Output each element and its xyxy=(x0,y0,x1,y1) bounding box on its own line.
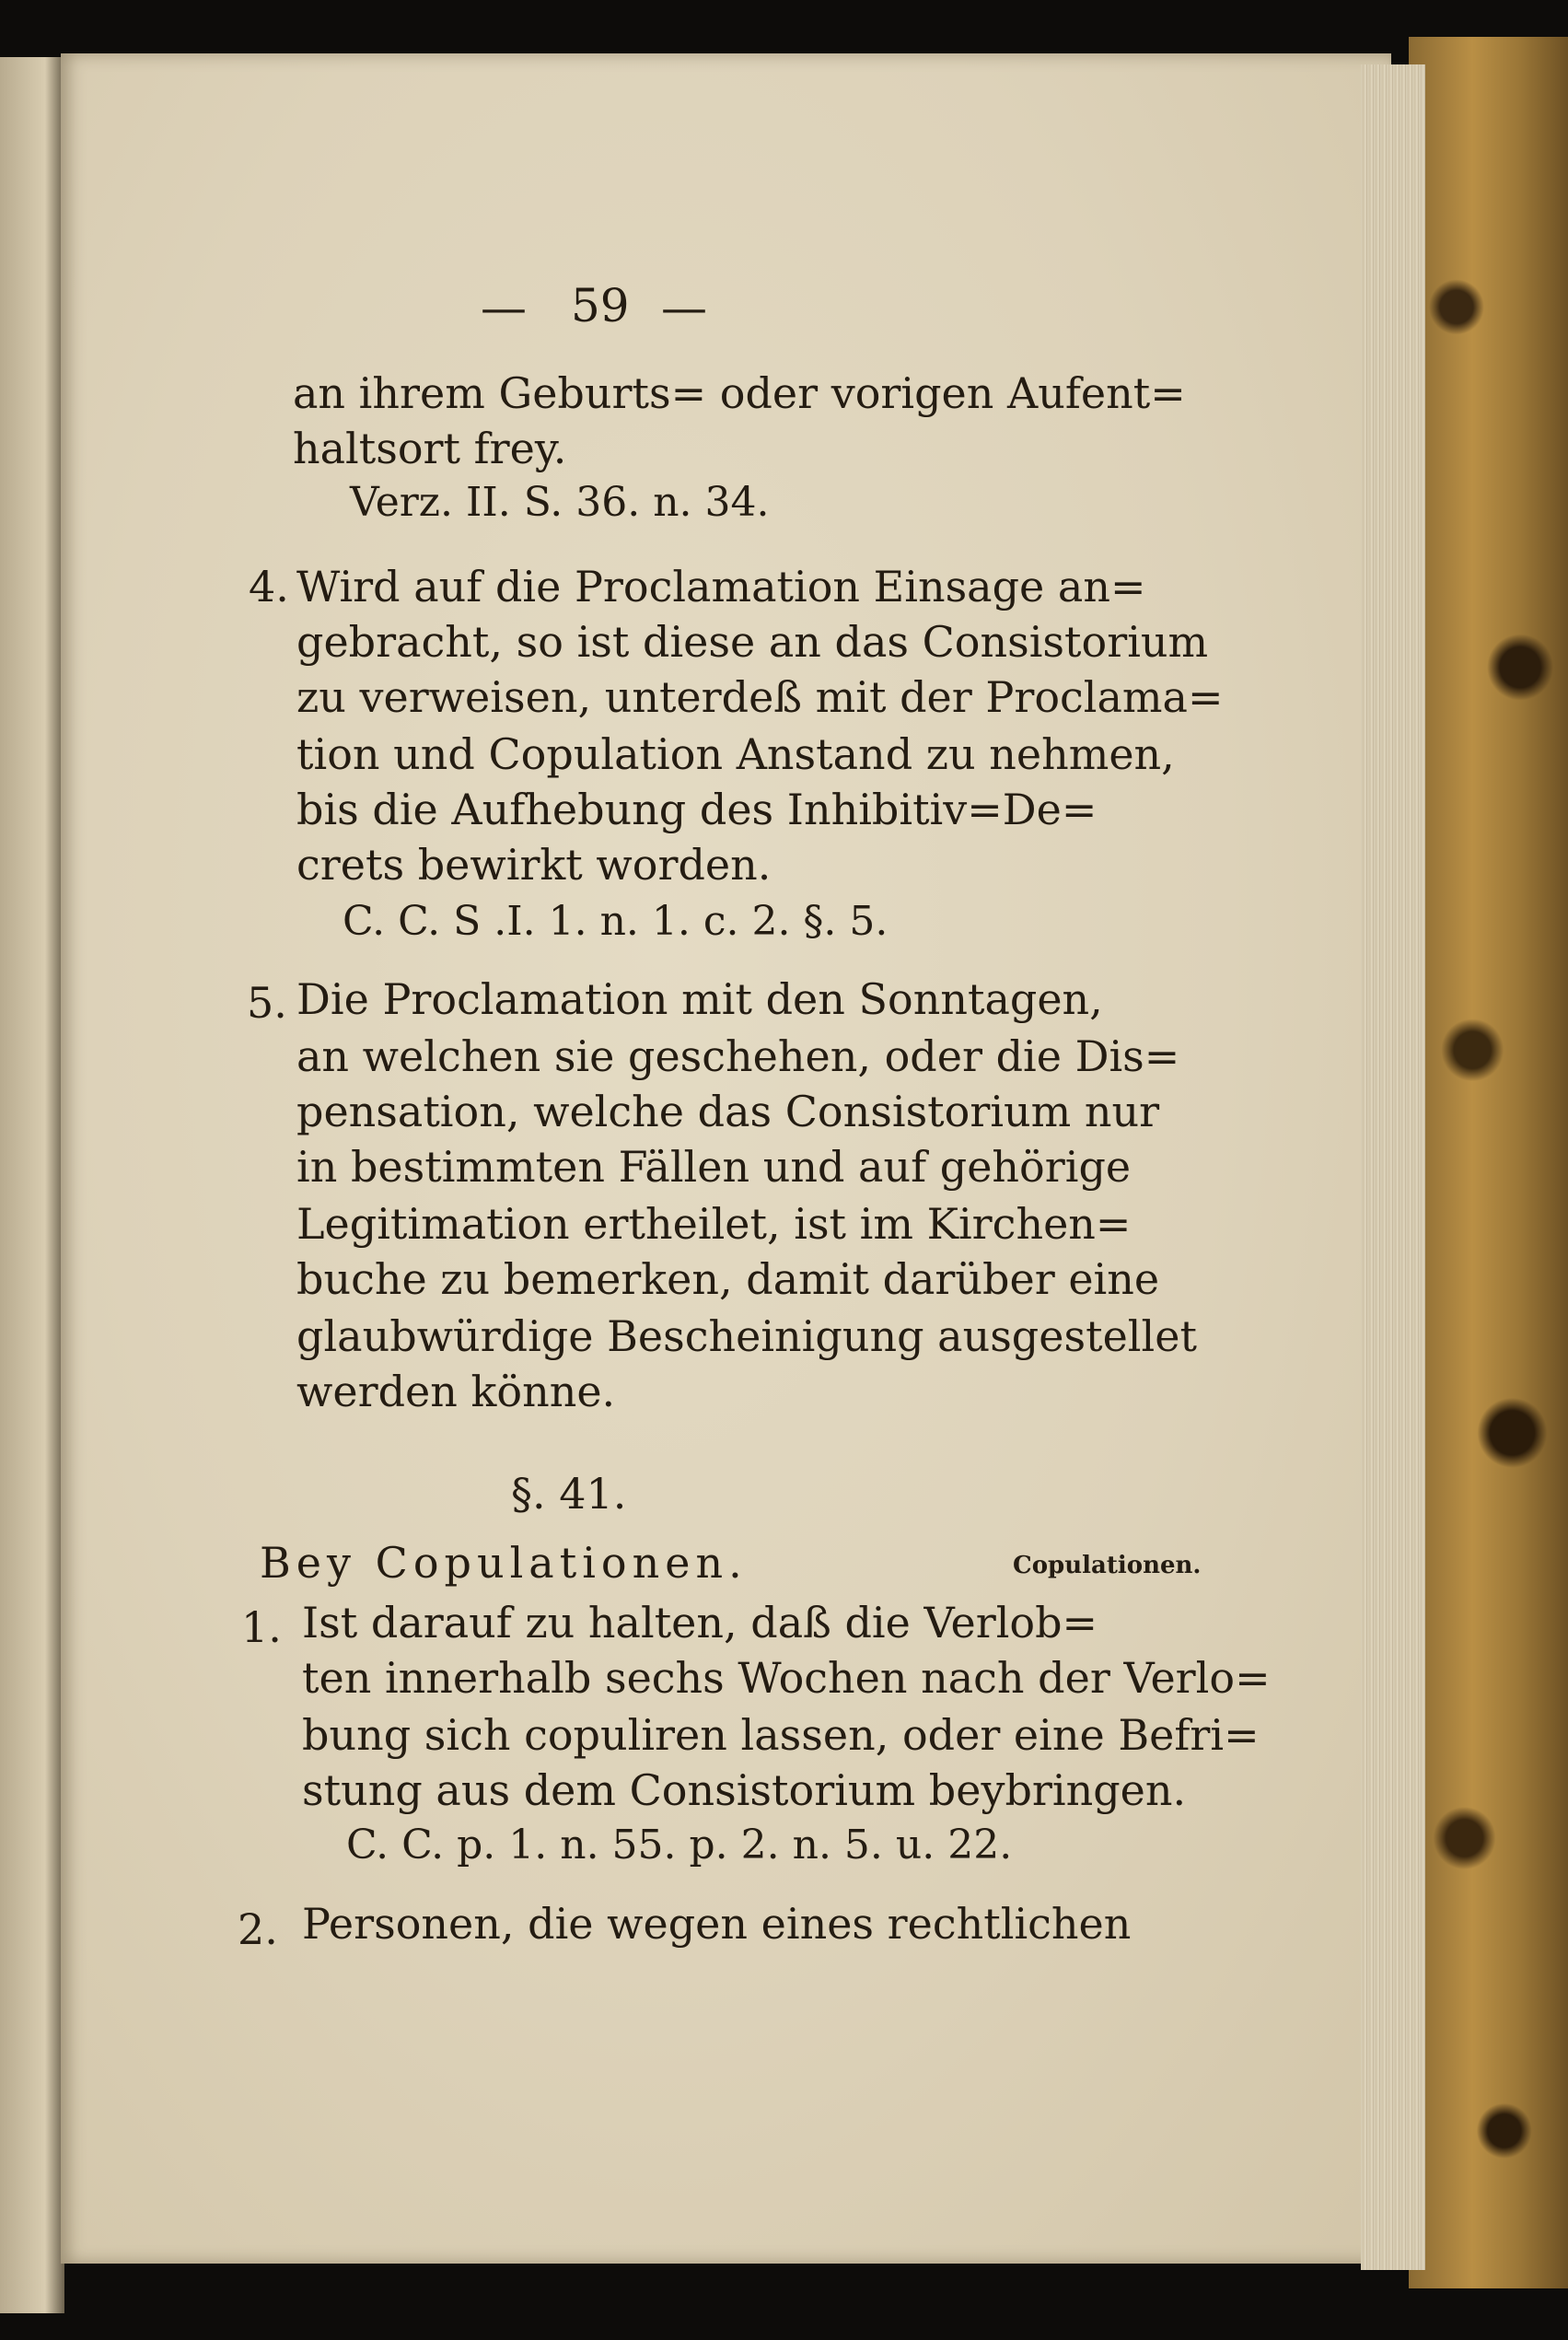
reference-line: C. C. S .I. 1. n. 1. c. 2. §. 5. xyxy=(343,898,889,945)
text-line: Legitimation ertheilet, ist im Kirchen= xyxy=(296,1199,1132,1249)
margin-note: Copulationen. xyxy=(1013,1552,1202,1579)
left-page-edge xyxy=(0,57,64,2313)
text-line: an ihrem Geburts= oder vorigen Aufent= xyxy=(293,368,1186,418)
section-heading: §. 41. xyxy=(511,1469,627,1519)
text-line: pensation, welche das Consistorium nur xyxy=(296,1087,1160,1136)
text-line: haltsort frey. xyxy=(293,424,567,473)
subsection-title: Bey Copulationen. xyxy=(260,1538,748,1588)
book-cover-marbled xyxy=(1409,37,1568,2288)
reference-line: Verz. II. S. 36. n. 34. xyxy=(350,479,770,526)
text-line: gebracht, so ist diese an das Consistorium xyxy=(296,617,1209,667)
text-line: werden könne. xyxy=(296,1367,616,1416)
text-line: bung sich copuliren lassen, oder eine Befri= xyxy=(302,1710,1260,1760)
text-line: zu verweisen, unterdeß mit der Proclama= xyxy=(296,672,1224,722)
text-line: Die Proclamation mit den Sonntagen, xyxy=(296,974,1103,1024)
item-number: 4. xyxy=(249,562,289,611)
text-line: ten innerhalb sechs Wochen nach der Verlo= xyxy=(302,1653,1271,1703)
text-line: tion und Copulation Anstand zu nehmen, xyxy=(296,729,1175,779)
header-dash-left: — xyxy=(481,281,527,334)
page-edges xyxy=(1361,64,1425,2270)
text-line: crets bewirkt worden. xyxy=(296,840,772,890)
text-line: an welchen sie geschehen, oder die Dis= xyxy=(296,1031,1180,1081)
reference-line: C. C. p. 1. n. 55. p. 2. n. 5. u. 22. xyxy=(346,1822,1013,1869)
text-line: glaubwürdige Bescheinigung ausgestellet xyxy=(296,1311,1197,1361)
text-line: Personen, die wegen eines rechtlichen xyxy=(302,1899,1132,1949)
item-number: 1. xyxy=(241,1602,282,1652)
text-line: buche zu bemerken, damit darüber eine xyxy=(296,1254,1160,1304)
text-line: stung aus dem Consistorium beybringen. xyxy=(302,1765,1187,1815)
item-number: 2. xyxy=(238,1904,278,1954)
text-line: Ist darauf zu halten, daß die Verlob= xyxy=(302,1598,1098,1647)
text-line: Wird auf die Proclamation Einsage an= xyxy=(296,562,1146,611)
header-dash-right: — xyxy=(661,281,707,334)
item-number: 5. xyxy=(247,978,287,1028)
page-number: 59 xyxy=(571,279,630,332)
text-line: in bestimmten Fällen und auf gehörige xyxy=(296,1142,1132,1192)
text-line: bis die Aufhebung des Inhibitiv=De= xyxy=(296,785,1098,834)
